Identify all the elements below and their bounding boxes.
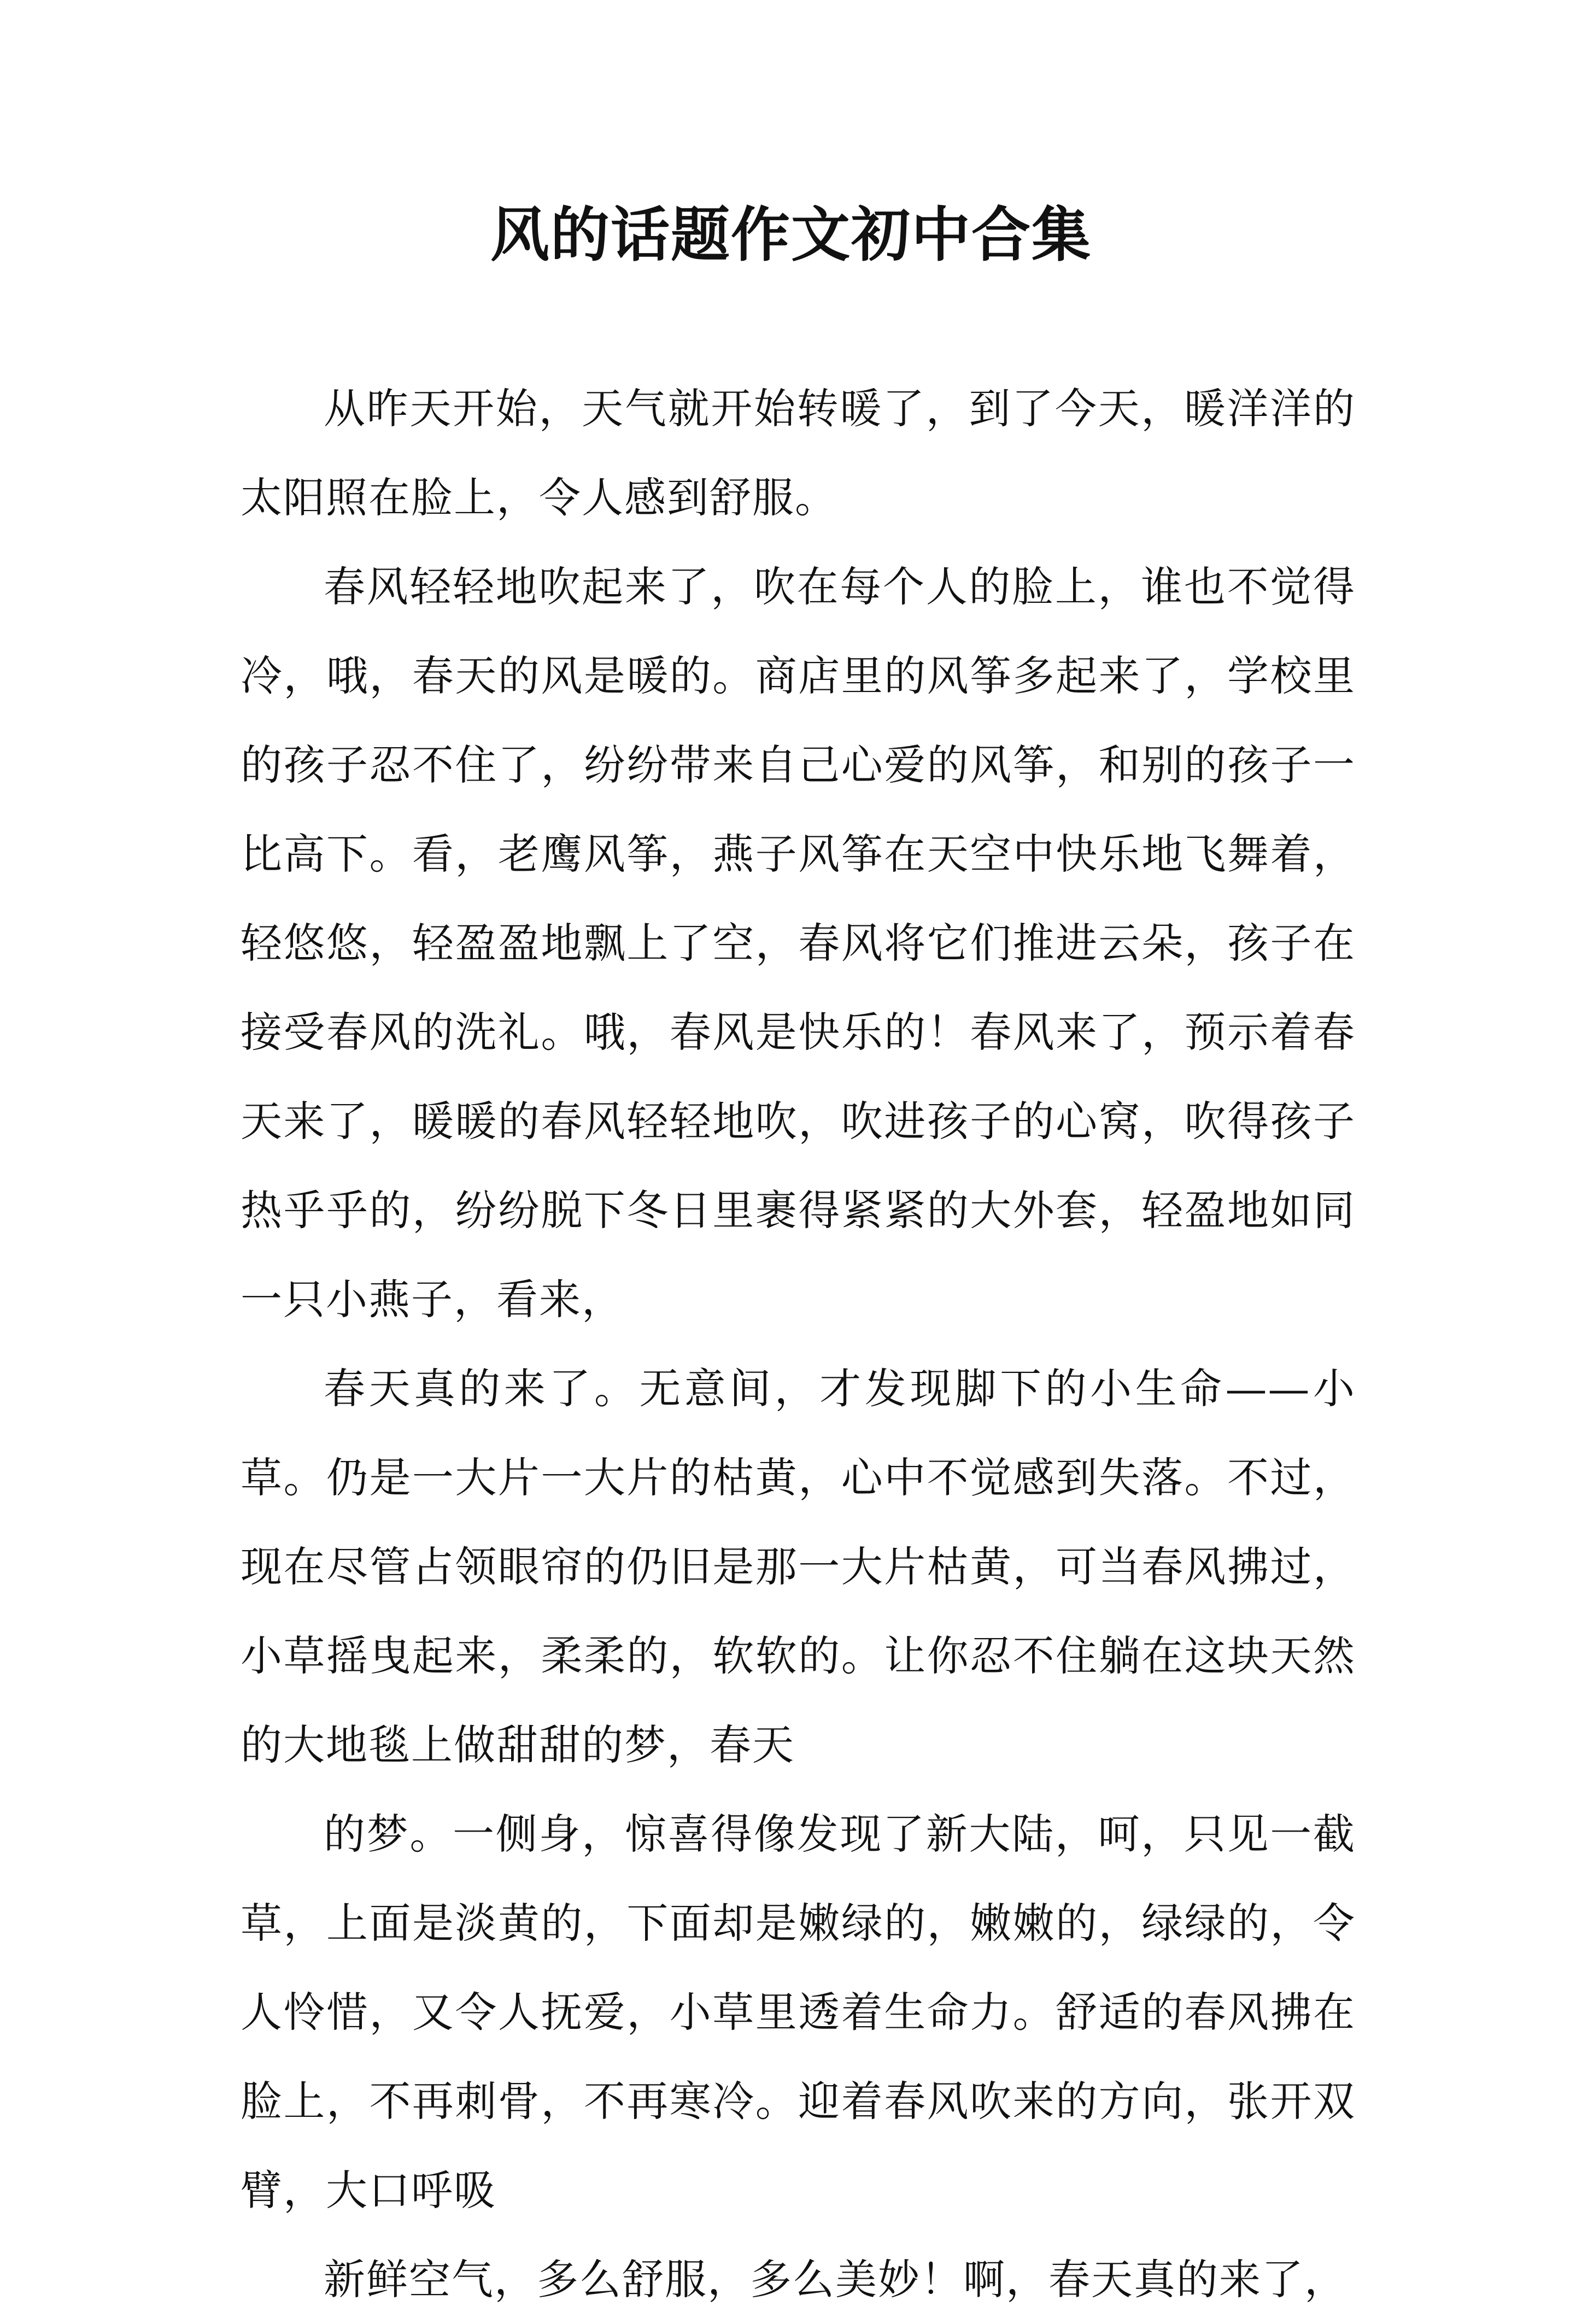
document-body (241, 364, 1356, 2324)
paragraph-1: 从昨天开始，天气就开始转暖了，到了今天，暖洋洋的太阳照在脸上，令人感到舒服。 (241, 384, 1356, 522)
paragraph-5: 新鲜空气，多么舒服，多么美妙！啊，春天真的来了， (324, 2255, 1347, 2304)
document-title: 风的话题作文初中合集 (490, 201, 1092, 269)
paragraph-3: 春天真的来了。无意间，才发现脚下的小生命——小草。仍是一大片一大片的枯黄，心中不觉感到失落。不过，现在尽管占领眼帘的仍旧是那一大片枯黄，可当春风拂过，小草摇曳起来，柔柔的，软软的。让你忍不住躺在这块天然的大地毯上做甜甜的梦，春天 (241, 1364, 1356, 1769)
paragraph-2: 春风轻轻地吹起来了，吹在每个人的脸上，谁也不觉得冷，哦，春天的风是暖的。商店里的风筝多起来了，学校里的孩子忍不住了，纷纷带来自己心爱的风筝，和别的孩子一比高下。看，老鹰风筝，燕子风筝在天空中快乐地飞舞着，轻悠悠，轻盈盈地飘上了空，春风将它们推进云朵，孩子在接受春风的洗礼。哦，春风是快乐的！春风来了，预示着春天来了，暖暖的春风轻轻地吹，吹进孩子的心窝，吹得孩子热乎乎的，纷纷脱下冬日里裹得紧紧的大外套，轻盈地如同一只小燕子，看来， (241, 562, 1356, 1324)
paragraph-4: 的梦。一侧身，惊喜得像发现了新大陆，呵，只见一截草，上面是淡黄的，下面却是嫩绿的，嫩嫩的，绿绿的，令人怜惜，又令人抚爱，小草里透着生命力。舒适的春风拂在脸上，不再刺骨，不再寒冷。迎着春风吹来的方向，张开双臂，大口呼吸 (241, 1810, 1356, 2215)
